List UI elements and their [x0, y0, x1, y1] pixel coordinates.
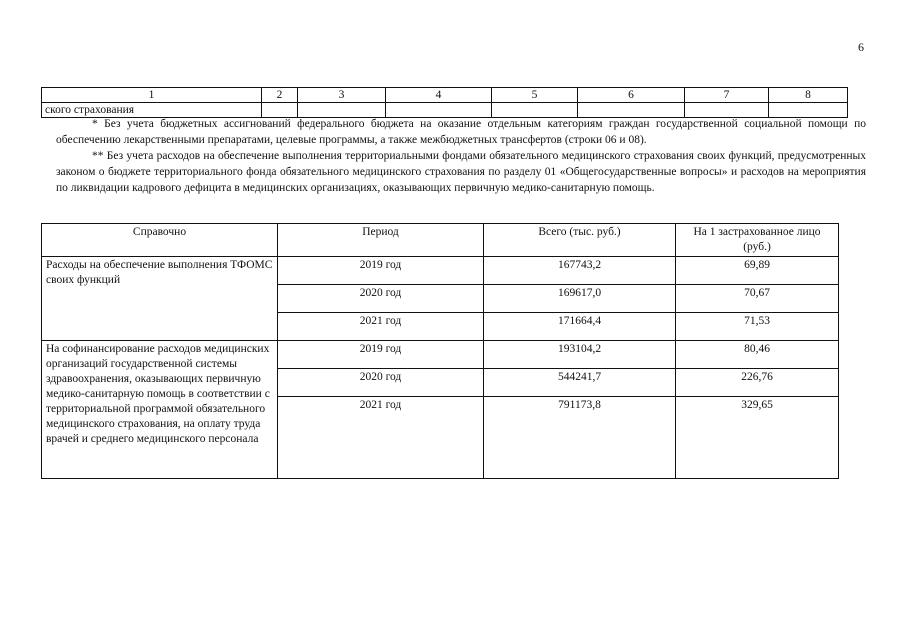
- per-person-cell: 71,53: [676, 313, 839, 341]
- header-period: Период: [278, 224, 484, 257]
- footnote-1: * Без учета бюджетных ассигнований федерального бюджета на оказание отдельным категориям граждан государственной социальной помощи по обеспечению лекарственными препаратами, целевые программы, а также межбюджетных трансфертов (строки 06 и 08).: [56, 118, 866, 146]
- period-cell: 2021 год: [278, 397, 484, 479]
- group-label: На софинансирование расходов медицинских организаций государственной системы здравоохранения, оказывающих первичную медико-санитарную помощь в соответствии с территориальной программой обязательного медицинского страхования, на оплату труда врачей и среднего медицинского персонала: [42, 341, 278, 479]
- total-cell: 167743,2: [484, 257, 676, 285]
- column-number-row: [42, 88, 848, 103]
- per-person-cell: 329,65: [676, 397, 839, 479]
- table-row: [42, 341, 839, 369]
- group-label: Расходы на обеспечение выполнения ТФОМС своих функций: [42, 257, 278, 341]
- header-per-person: На 1 застрахованное лицо (руб.): [676, 224, 839, 257]
- per-person-cell: 80,46: [676, 341, 839, 369]
- column-number: 6: [578, 88, 685, 103]
- total-cell: 544241,7: [484, 369, 676, 397]
- per-person-cell: 226,76: [676, 369, 839, 397]
- period-cell: 2021 год: [278, 313, 484, 341]
- total-cell: 169617,0: [484, 285, 676, 313]
- header-ref: Справочно: [42, 224, 278, 257]
- column-number: 2: [262, 88, 298, 103]
- column-number: 8: [769, 88, 848, 103]
- period-cell: 2019 год: [278, 257, 484, 285]
- period-cell: 2020 год: [278, 285, 484, 313]
- column-number: 3: [298, 88, 386, 103]
- total-cell: 791173,8: [484, 397, 676, 479]
- header-total: Всего (тыс. руб.): [484, 224, 676, 257]
- continuation-table: [41, 87, 848, 118]
- column-number: 1: [42, 88, 262, 103]
- table-row: [42, 257, 839, 285]
- footnote-2: ** Без учета расходов на обеспечение выполнения территориальными фондами обязательного медицинского страхования своих функций, предусмотренных законом о бюджете территориального фонда обязательного медицинского страхования по разделу 01 «Общегосударственные вопросы» и расходов на мероприятия по ликвидации кадрового дефицита в медицинских организациях, оказывающих первичную медико-санитарную помощь.: [56, 150, 866, 194]
- column-number: 5: [492, 88, 578, 103]
- period-cell: 2019 год: [278, 341, 484, 369]
- total-cell: 171664,4: [484, 313, 676, 341]
- column-number: 4: [386, 88, 492, 103]
- footnotes: [56, 116, 866, 196]
- per-person-cell: 70,67: [676, 285, 839, 313]
- reference-header-row: [42, 224, 839, 257]
- period-cell: 2020 год: [278, 369, 484, 397]
- per-person-cell: 69,89: [676, 257, 839, 285]
- page-number: 6: [858, 40, 864, 54]
- column-number: 7: [685, 88, 769, 103]
- table-cell: ского страхования: [42, 103, 262, 118]
- total-cell: 193104,2: [484, 341, 676, 369]
- reference-table: [41, 223, 839, 479]
